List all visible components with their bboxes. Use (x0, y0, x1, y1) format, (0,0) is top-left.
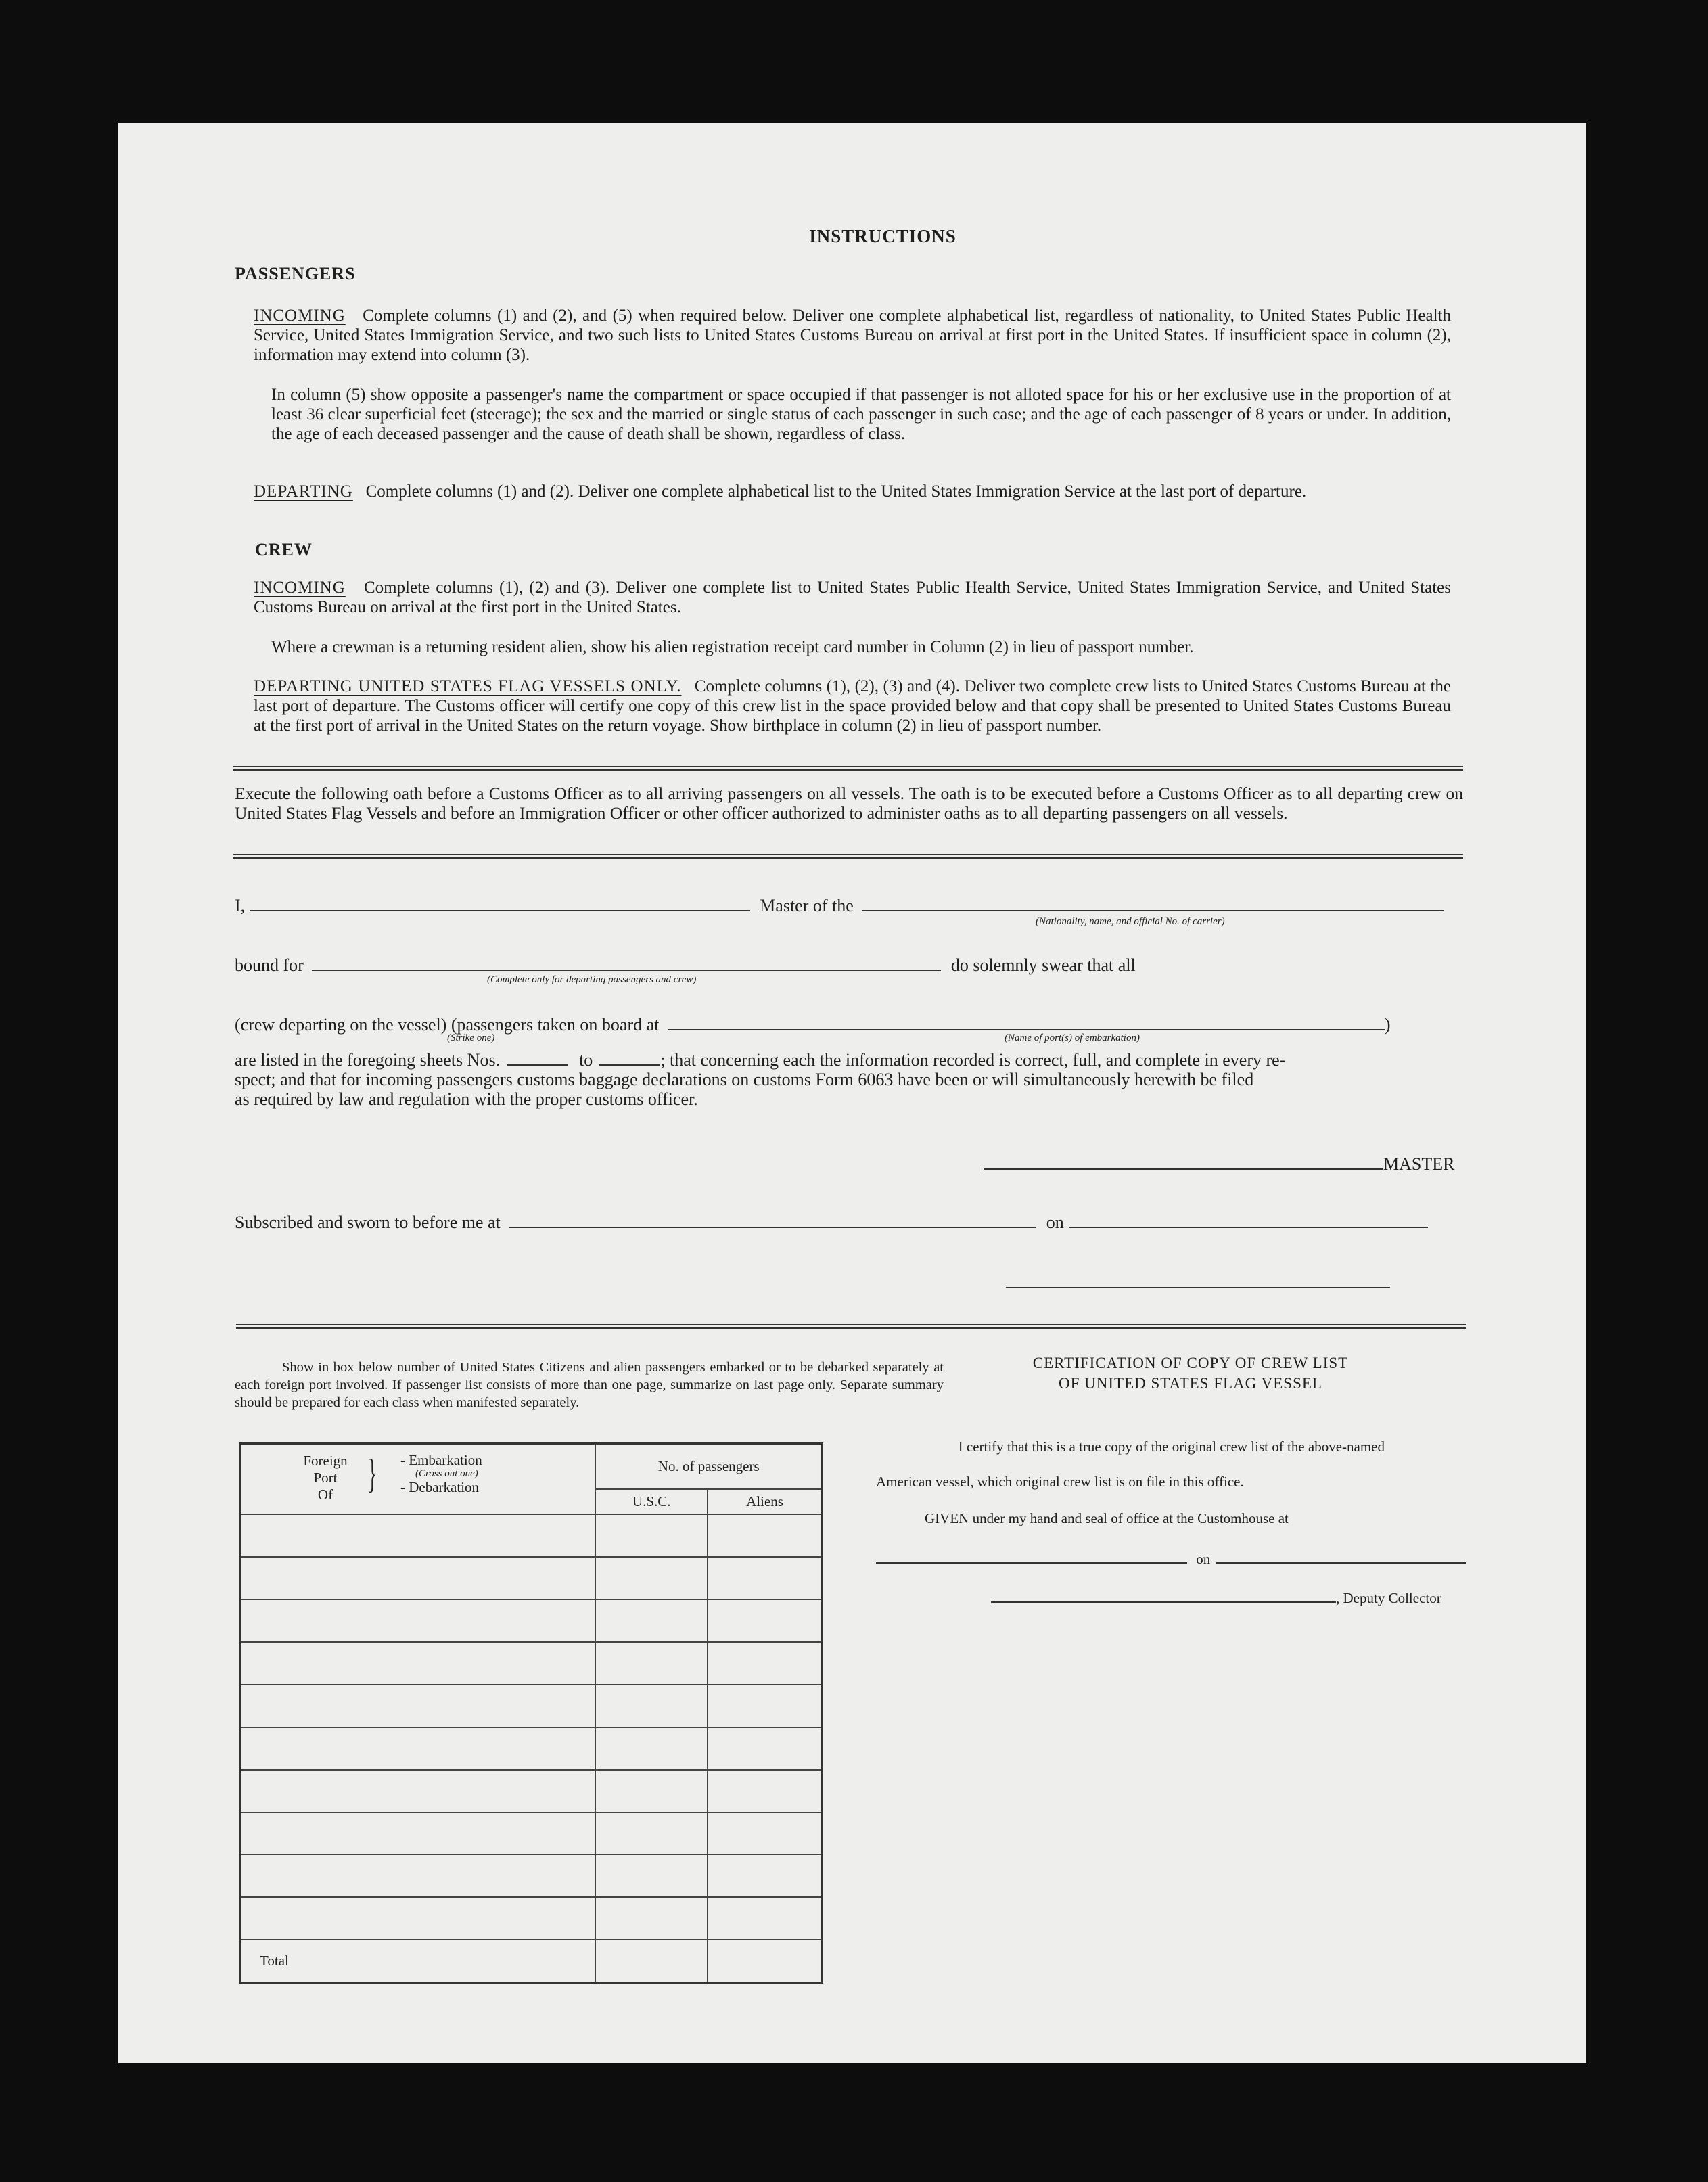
carrier-field[interactable] (862, 910, 1444, 911)
certify-text-1: I certify that this is a true copy of the original crew list of the above-named (958, 1438, 1385, 1455)
crew-resident-paragraph: Where a crewman is a returning resident alien, show his alien registration receipt card number in Column (2) in lieu of passport number. (271, 638, 1194, 656)
passengers-incoming-text: Complete columns (1) and (2), and (5) when required below. Deliver one complete alphabetical list, regardless of nationality, to United States Public Health Service, United States Immigration Service, and two such lists to United States Customs Bureau on arrival at first port in the United States. If insufficient space in column (2), information may extend into column (3). (254, 306, 1451, 364)
aliens-cell[interactable] (708, 1514, 823, 1557)
passengers-incoming-label: INCOMING (254, 306, 346, 325)
crew-incoming-paragraph (254, 578, 1451, 617)
customhouse-line (876, 1551, 1466, 1568)
passengers-incoming-paragraph (254, 306, 1451, 365)
divider (233, 854, 1463, 859)
crew-departing-label: DEPARTING UNITED STATES FLAG VESSELS ONLY. (254, 677, 682, 696)
close-paren: ) (1384, 1015, 1391, 1035)
port-cell[interactable] (240, 1855, 596, 1897)
subscribed-label: Subscribed and sworn to before me at (235, 1212, 501, 1232)
certification-on-label: on (1196, 1551, 1211, 1567)
deputy-signature-field[interactable] (991, 1601, 1336, 1603)
carrier-caption: (Nationality, name, and official No. of carrier) (1036, 916, 1225, 927)
embarkation-option[interactable]: - Embarkation (400, 1452, 482, 1468)
divider (233, 766, 1463, 771)
bound-for-field[interactable] (312, 970, 941, 971)
aliens-cell[interactable] (708, 1642, 823, 1685)
port-cell[interactable] (240, 1557, 596, 1599)
master-of-label: Master of the (760, 896, 854, 915)
port-cell[interactable] (240, 1770, 596, 1813)
usc-cell[interactable] (595, 1642, 708, 1685)
crew-departing-option[interactable]: (crew departing on the vessel) (235, 1015, 447, 1035)
passengers-departing-text: Complete columns (1) and (2). Deliver one complete alphabetical list to the United States Immigration Service at the last port of departure. (365, 482, 1307, 501)
port-header-cell (240, 1444, 596, 1514)
deputy-label: , Deputy Collector (1336, 1590, 1441, 1606)
table-row (240, 1727, 823, 1770)
port-cell[interactable] (240, 1727, 596, 1770)
total-label: Total (240, 1940, 596, 1982)
table-row (240, 1897, 823, 1940)
certification-title (988, 1353, 1393, 1394)
to-label: to (579, 1050, 593, 1070)
usc-cell[interactable] (595, 1514, 708, 1557)
table-row (240, 1855, 823, 1897)
embarkation-port-field[interactable] (668, 1029, 1385, 1030)
crew-incoming-text: Complete columns (1), (2) and (3). Deliver one complete list to United States Public Health Service, United States Immigration Service, and United States Customs Bureau on arrival at the first port in the United States. (254, 578, 1451, 616)
certification-date-field[interactable] (1216, 1562, 1466, 1564)
oath-line-embarkation (235, 1015, 1391, 1035)
form-page (118, 123, 1586, 2063)
page-title: INSTRUCTIONS (809, 226, 956, 246)
sheet-to-field[interactable] (599, 1064, 660, 1066)
table-row (240, 1685, 823, 1727)
total-row (240, 1940, 823, 1982)
aliens-cell[interactable] (708, 1599, 823, 1642)
no-passengers-header: No. of passengers (595, 1444, 822, 1489)
of-label: Of (317, 1486, 333, 1503)
table-row (240, 1599, 823, 1642)
table-row (240, 1813, 823, 1855)
cross-out-caption: (Cross out one) (415, 1468, 478, 1479)
aliens-total-cell[interactable] (708, 1940, 823, 1982)
usc-header: U.S.C. (595, 1489, 708, 1514)
usc-cell[interactable] (595, 1599, 708, 1642)
certification-title-2: OF UNITED STATES FLAG VESSEL (1059, 1375, 1322, 1392)
subscribed-date-field[interactable] (1069, 1227, 1428, 1228)
passenger-summary-table (239, 1442, 823, 1984)
passengers-departing-label: DEPARTING (254, 482, 353, 501)
usc-total-cell[interactable] (595, 1940, 708, 1982)
on-label: on (1046, 1212, 1064, 1232)
oath-line-sheets (235, 1050, 1285, 1070)
oath-text-1: ; that concerning each the information recorded is correct, full, and complete in every re- (660, 1050, 1286, 1070)
bound-for-label: bound for (235, 955, 304, 975)
usc-cell[interactable] (595, 1727, 708, 1770)
port-label: Port (313, 1470, 338, 1486)
subscribed-place-field[interactable] (509, 1227, 1036, 1228)
crew-departing-text: Complete columns (1), (2), (3) and (4). Deliver two complete crew lists to United States Customs Bureau at the last port of departure. The Customs officer will certify one copy of this crew list in the space provided below and that copy shall be presented to United States Customs Bureau at the first port of arrival in the United States on the return voyage. Show birthplace in column (2) in lieu of passport number. (254, 677, 1452, 735)
aliens-cell[interactable] (708, 1557, 823, 1599)
aliens-cell[interactable] (708, 1813, 823, 1855)
port-cell[interactable] (240, 1642, 596, 1685)
usc-cell[interactable] (595, 1897, 708, 1940)
column5-paragraph: In column (5) show opposite a passenger's name the compartment or space occupied if that passenger is not alloted space for his or her exclusive use in the proportion of at least 36 clear superficial feet (steerage); the sex and the married or single status of each passenger in such case; and the age of each passenger of 8 years or under. In addition, the age of each deceased passenger and the cause of death shall be shown, regardless of class. (271, 386, 1451, 443)
oath-text-3: as required by law and regulation with the proper customs officer. (235, 1089, 698, 1109)
usc-cell[interactable] (595, 1685, 708, 1727)
port-caption: (Name of port(s) of embarkation) (1005, 1032, 1140, 1043)
sheets-label: are listed in the foregoing sheets Nos. (235, 1050, 501, 1070)
crew-incoming-label: INCOMING (254, 578, 346, 597)
given-text: GIVEN under my hand and seal of office at the Customhouse at (925, 1510, 1289, 1526)
aliens-cell[interactable] (708, 1855, 823, 1897)
usc-cell[interactable] (595, 1557, 708, 1599)
subscribed-line (235, 1212, 1428, 1233)
aliens-cell[interactable] (708, 1897, 823, 1940)
aliens-cell[interactable] (708, 1685, 823, 1727)
certification-title-1: CERTIFICATION OF COPY OF CREW LIST (1032, 1355, 1349, 1371)
deputy-line (991, 1590, 1441, 1607)
port-cell[interactable] (240, 1685, 596, 1727)
aliens-header: Aliens (708, 1489, 823, 1514)
table-row (240, 1770, 823, 1813)
sheet-from-field[interactable] (507, 1064, 568, 1066)
oath-line-master (235, 896, 1444, 916)
table-row (240, 1642, 823, 1685)
master-signature-line (984, 1154, 1454, 1175)
master-signature-field[interactable] (984, 1168, 1383, 1170)
port-cell[interactable] (240, 1897, 596, 1940)
foreign-label: Foreign (303, 1453, 348, 1469)
port-cell[interactable] (240, 1813, 596, 1855)
debarkation-option[interactable]: - Debarkation (400, 1479, 480, 1495)
master-name-field[interactable] (250, 910, 750, 911)
aliens-cell[interactable] (708, 1770, 823, 1813)
port-cell[interactable] (240, 1514, 596, 1557)
crew-departing-paragraph (254, 677, 1451, 735)
passengers-taken-option[interactable]: (passengers taken on board at (451, 1015, 660, 1035)
oath-text-2: spect; and that for incoming passengers customs baggage declarations on customs Form 6063 have been or will simultaneously herewith be filed (235, 1070, 1254, 1089)
bound-caption: (Complete only for departing passengers and crew) (487, 974, 697, 985)
passengers-heading: PASSENGERS (235, 264, 356, 283)
crew-heading: CREW (255, 540, 313, 560)
usc-cell[interactable] (595, 1813, 708, 1855)
usc-cell[interactable] (595, 1770, 708, 1813)
summary-intro: Show in box below number of United States Citizens and alien passengers embarked or to be debarked separately at each foreign port involved. If passenger list consists of more than one page, summarize on last page only. Separate summary should be prepared for each class when manifested separately. (235, 1360, 944, 1410)
oath-line-bound (235, 955, 1136, 976)
i-label: I, (235, 896, 246, 915)
divider (236, 1324, 1466, 1329)
port-cell[interactable] (240, 1599, 596, 1642)
officer-signature-field[interactable] (1006, 1287, 1390, 1288)
brace-icon: } (367, 1451, 377, 1496)
customhouse-place-field[interactable] (876, 1562, 1187, 1564)
usc-cell[interactable] (595, 1855, 708, 1897)
table-row (240, 1557, 823, 1599)
swear-label: do solemnly swear that all (950, 955, 1136, 975)
table-row (240, 1514, 823, 1557)
aliens-cell[interactable] (708, 1727, 823, 1770)
passengers-departing-paragraph (254, 482, 1451, 501)
strike-one-caption: (Strike one) (447, 1032, 495, 1043)
master-label: MASTER (1383, 1154, 1455, 1174)
certify-text-2: American vessel, which original crew list is on file in this office. (876, 1474, 1244, 1490)
oath-intro: Execute the following oath before a Customs Officer as to all arriving passengers on all vessels. The oath is to be executed before a Customs Officer as to all departing crew on United States Flag Vessels and before an Immigration Officer or other officer authorized to administer oaths as to all departing passengers on all vessels. (235, 783, 1463, 823)
